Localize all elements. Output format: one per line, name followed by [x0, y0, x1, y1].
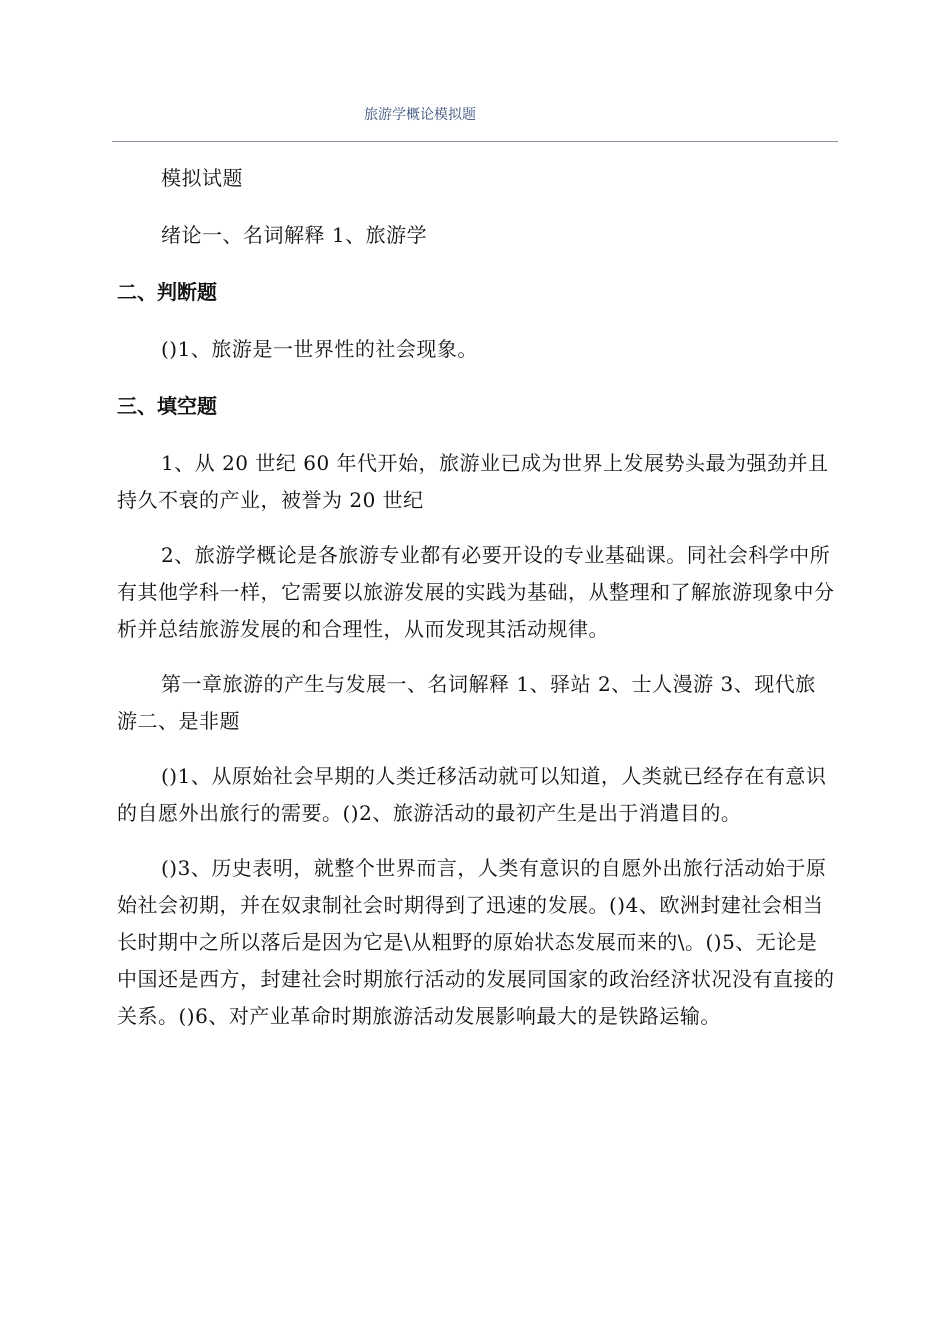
heading-fill-blank: 三、填空题 [117, 394, 217, 418]
paragraph-tf-questions-3-6: ()3、历史表明，就整个世界而言，人类有意识的自愿外出旅行活动始于原始社会初期，并在奴隶制社会时期得到了迅速的发展。()4、欧洲封建社会相当长时期中之所以落后是因为它是\从粗野的原始状态发展而来的\。()5、无论是中国还是西方，封建社会时期旅行活动的发展同国家的政治经济状况没有直接的关系。()6、对产业革命时期旅游活动发展影响最大的是铁路运输。 [117, 856, 835, 1028]
paragraph-mock-exam: 模拟试题 [161, 166, 243, 190]
heading-true-false: 二、判断题 [117, 280, 217, 304]
running-header-title: 旅游学概论模拟题 [364, 107, 476, 123]
paragraph-tf-questions-1-2: ()1、从原始社会早期的人类迁移活动就可以知道，人类就已经存在有意识的自愿外出旅行的需要。()2、旅游活动的最初产生是出于消遣目的。 [117, 764, 827, 825]
paragraph-fill-question-2: 2、旅游学概论是各旅游专业都有必要开设的专业基础课。同社会科学中所有其他学科一样，它需要以旅游发展的实践为基础，从整理和了解旅游现象中分析并总结旅游发展的和合理性，从而发现其活动规律。 [117, 543, 835, 641]
paragraph-tf-question-1: ()1、旅游是一世界性的社会现象。 [161, 337, 478, 361]
paragraph-fill-question-1: 1、从 20 世纪 60 年代开始，旅游业已成为世界上发展势头最为强劲并且持久不衰的产业，被誉为 20 世纪 [117, 451, 829, 512]
document-body [117, 160, 835, 1035]
paragraph-intro-terms: 绪论一、名词解释 1、旅游学 [161, 223, 428, 247]
paragraph-chapter-one: 第一章旅游的产生与发展一、名词解释 1、驿站 2、士人漫游 3、现代旅游二、是非题 [117, 672, 816, 733]
header-divider [112, 141, 838, 142]
